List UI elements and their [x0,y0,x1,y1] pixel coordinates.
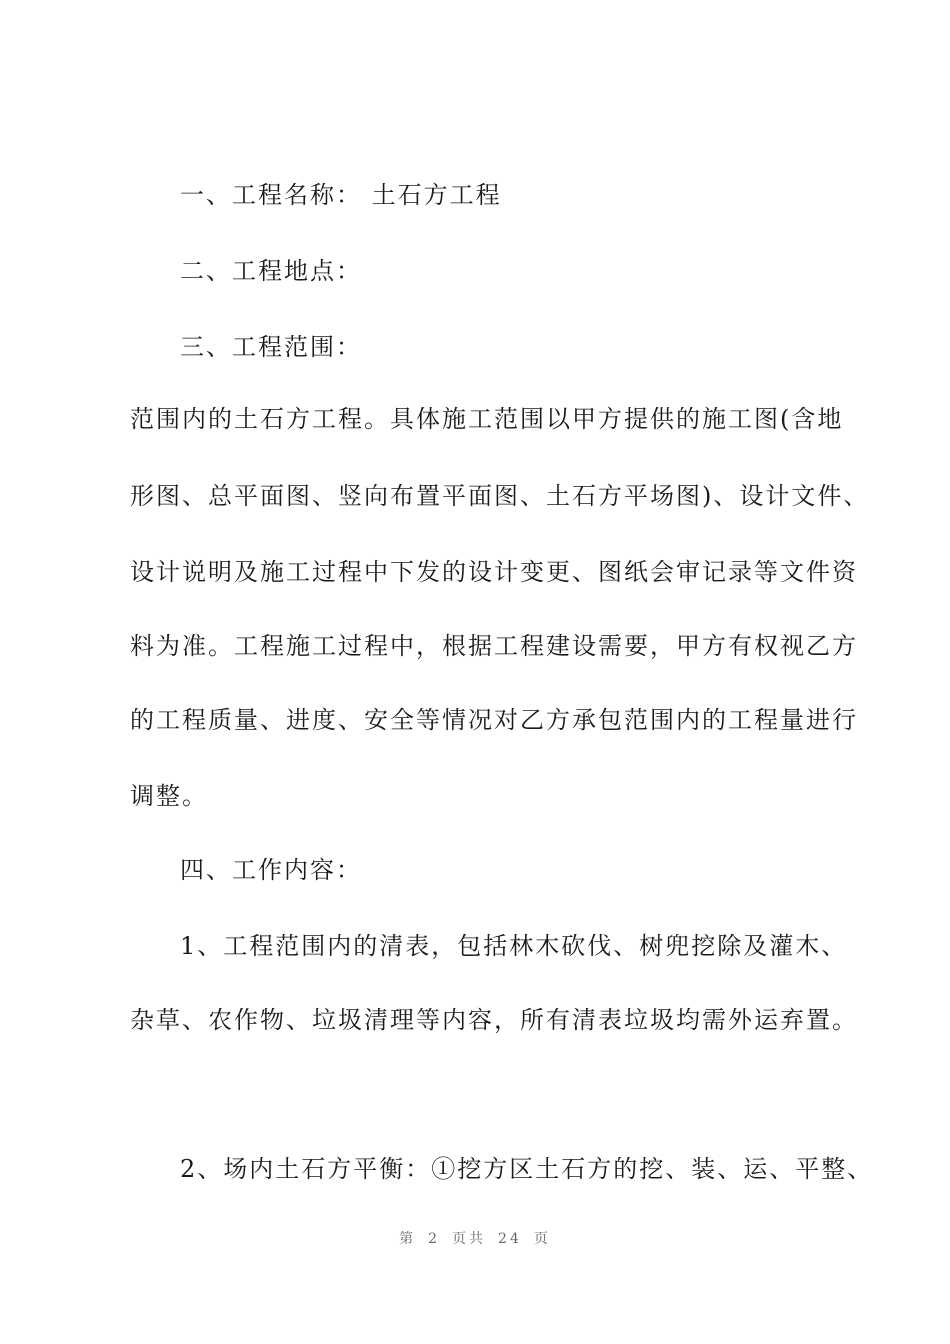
footer-suffix: 页 [533,1231,551,1247]
footer-mid: 页共 [452,1231,487,1247]
section-heading-project-location: 二、工程地点： [180,257,362,285]
footer-current-page: 2 [428,1231,441,1247]
paragraph-line: 形图、总平面图、竖向布置平面图、土石方平场图)、设计文件、 [130,482,870,510]
paragraph-line: 范围内的土石方工程。具体施工范围以甲方提供的施工图(含地 [130,405,844,433]
list-item-line: 2、场内土石方平衡：①挖方区土石方的挖、装、运、平整、 [180,1155,874,1183]
section-heading-project-scope: 三、工程范围： [180,333,362,361]
list-item-line: 1、工程范围内的清表，包括林木砍伐、树兜挖除及灌木、 [180,932,848,960]
paragraph-line: 的工程质量、进度、安全等情况对乙方承包范围内的工程量进行 [130,706,858,734]
list-item-line: 杂草、农作物、垃圾清理等内容，所有清表垃圾均需外运弃置。 [130,1006,858,1034]
paragraph-line: 料为准。工程施工过程中，根据工程建设需要，甲方有权视乙方 [130,632,858,660]
paragraph-line: 调整。 [130,782,208,810]
section-heading-work-content: 四、工作内容： [180,856,362,884]
page-footer [0,1228,950,1248]
footer-prefix: 第 [399,1231,417,1247]
paragraph-line: 设计说明及施工过程中下发的设计变更、图纸会审记录等文件资 [130,558,858,586]
footer-total-pages: 24 [498,1231,522,1247]
section-heading-project-name: 一、工程名称： 土石方工程 [180,181,502,209]
